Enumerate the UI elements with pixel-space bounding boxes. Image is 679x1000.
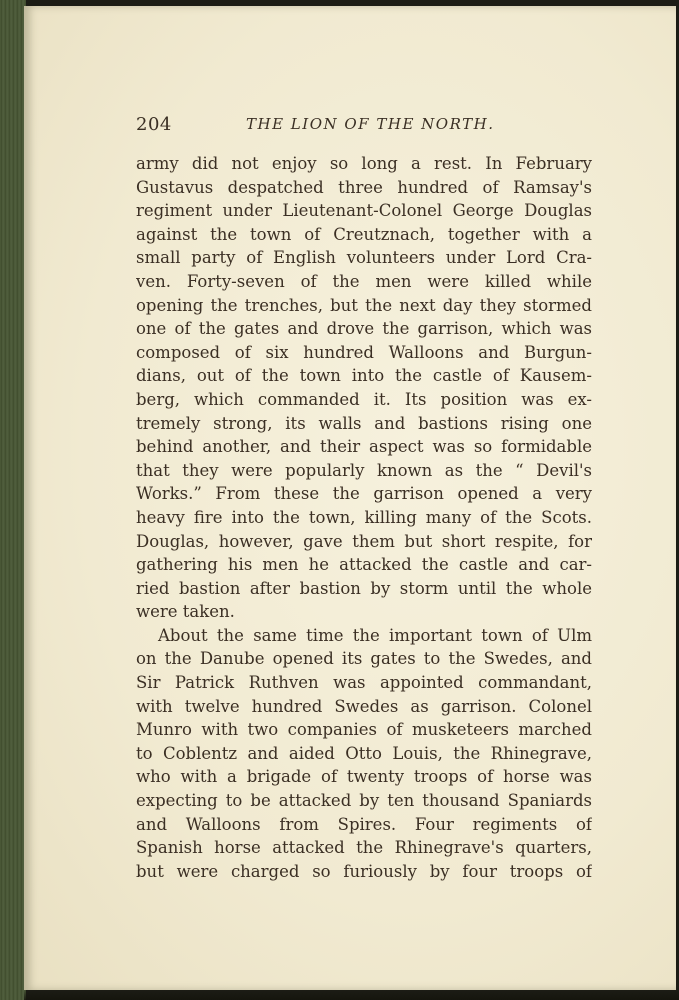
text-line: Douglas, however, gave them but short respite, for: [136, 531, 592, 551]
text-line: small party of English volunteers under Lord Cra-: [136, 248, 592, 268]
book-page-edges: [0, 0, 26, 1000]
text-line: tremely strong, its walls and bastions rising one: [136, 413, 592, 433]
text-line: one of the gates and drove the garrison, which was: [136, 319, 592, 339]
text-line: Sir Patrick Ruthven was appointed commandant,: [136, 673, 592, 693]
text-line-paragraph-start: About the same time the important town of Ulm: [158, 625, 592, 645]
text-line: and Walloons from Spires. Four regiments of: [136, 814, 592, 834]
page-bottom-shadow: [24, 990, 679, 1000]
text-line: dians, out of the town into the castle of Kausem-: [136, 366, 592, 386]
text-line: behind another, and their aspect was so formidable: [136, 437, 592, 457]
text-line: ried bastion after bastion by storm until the whole: [136, 578, 592, 598]
text-line: gathering his men he attacked the castle and car-: [136, 555, 592, 575]
text-line: Munro with two companies of musketeers marched: [136, 720, 592, 740]
body-text: [136, 152, 592, 883]
text-line: heavy fire into the town, killing many of the Scots.: [136, 507, 592, 527]
text-line: with twelve hundred Swedes as garrison. Colonel: [136, 696, 592, 716]
running-head: [136, 112, 592, 138]
text-line: Works.” From these the garrison opened a very: [136, 484, 592, 504]
text-line: that they were popularly known as the “ Devil's: [136, 460, 592, 480]
text-line: against the town of Creutznach, together with a: [136, 224, 592, 244]
page-number: 204: [136, 114, 172, 135]
text-line: on the Danube opened its gates to the Swedes, and: [136, 649, 592, 669]
running-head-title: THE LION OF THE NORTH.: [246, 115, 495, 133]
text-line: army did not enjoy so long a rest. In February: [136, 154, 592, 173]
text-line-paragraph-end: were taken.: [136, 602, 235, 622]
text-line: regiment under Lieutenant-Colonel George Douglas: [136, 201, 592, 221]
text-line: but were charged so furiously by four troops of: [136, 861, 592, 881]
text-line: composed of six hundred Walloons and Burgun-: [136, 342, 592, 362]
text-line: Gustavus despatched three hundred of Ramsay's: [136, 177, 592, 197]
text-line: who with a brigade of twenty troops of horse was: [136, 767, 592, 787]
text-line: ven. Forty-seven of the men were killed while: [136, 271, 592, 291]
text-line: to Coblentz and aided Otto Louis, the Rhinegrave,: [136, 743, 592, 763]
text-line: opening the trenches, but the next day they stormed: [136, 295, 592, 315]
text-line: expecting to be attacked by ten thousand Spaniards: [136, 791, 592, 811]
text-line: berg, which commanded it. Its position was ex-: [136, 389, 592, 409]
text-line: Spanish horse attacked the Rhinegrave's quarters,: [136, 838, 592, 858]
